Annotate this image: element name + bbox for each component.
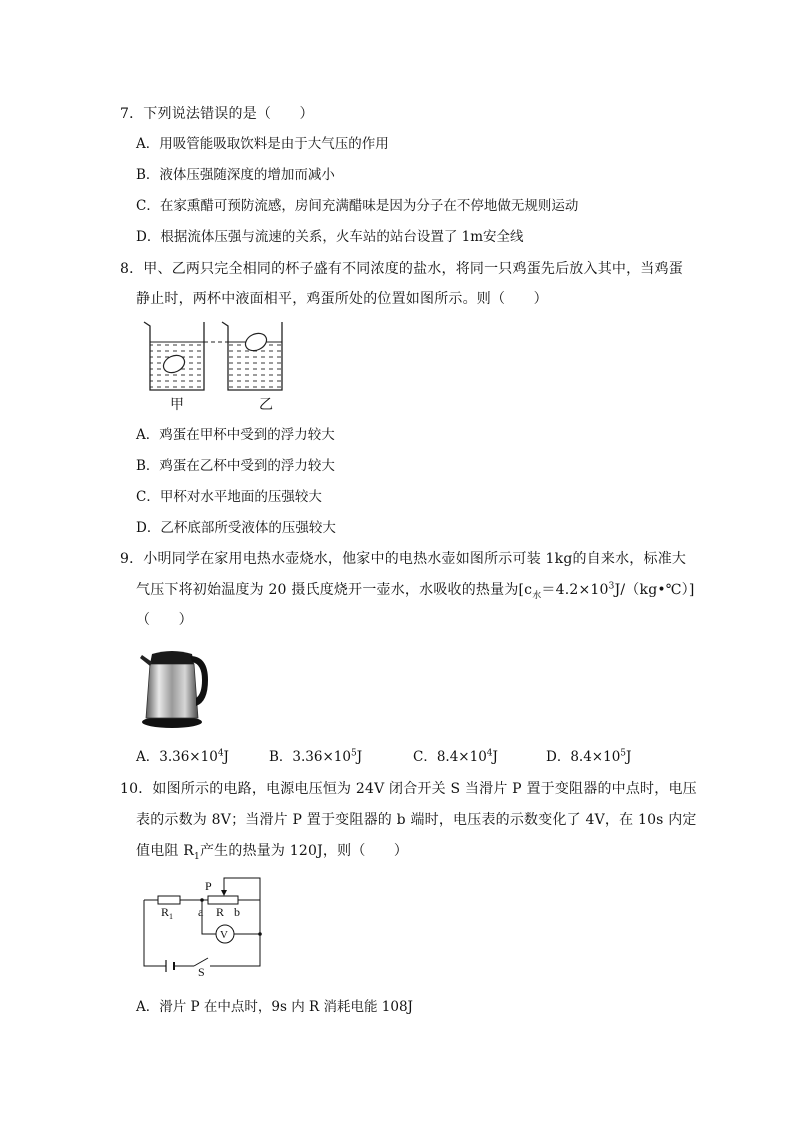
q7-stem: 7．下列说法错误的是（ ） <box>120 106 314 122</box>
kettle-image <box>138 646 210 730</box>
rheostat-r <box>208 896 238 904</box>
beakers-figure <box>140 318 300 416</box>
q7-option-a[interactable]: A．用吸管能吸取饮料是由于大气压的作用 <box>136 136 389 152</box>
label-b: b <box>234 905 240 919</box>
q10-stem-line2: 表的示数为 8V；当滑片 P 置于变阻器的 b 端时，电压表的示数变化了 4V，在 10s 内定 <box>136 812 697 828</box>
q9-stem-line1: 9．小明同学在家用电热水壶烧水，他家中的电热水壶如图所示可装 1kg的自来水，标准大 <box>120 551 687 567</box>
q9-stem-line3: （ ） <box>136 612 193 628</box>
q10-option-a[interactable]: A．滑片 P 在中点时，9s 内 R 消耗电能 108J <box>136 999 413 1015</box>
q8-option-b[interactable]: B．鸡蛋在乙杯中受到的浮力较大 <box>136 458 335 474</box>
q8-stem-line1: 8．甲、乙两只完全相同的杯子盛有不同浓度的盐水，将同一只鸡蛋先后放入其中，当鸡蛋 <box>120 261 683 277</box>
q9-stem-line2: 气压下将初始温度为 20 摄氏度烧开一壶水，水吸收的热量为$[c_水=4.2\times 10^3J/(kg•℃)]$ <box>136 581 695 601</box>
q9-option-b[interactable]: B．$3.36\times 10^5J$ <box>269 748 363 765</box>
q7-option-b[interactable]: B．液体压强随深度的增加而减小 <box>136 167 335 183</box>
q7-option-c[interactable]: C．在家熏醋可预防流感，房间充满醋味是因为分子在不停地做无规则运动 <box>136 198 579 214</box>
label-jia: 甲 <box>170 397 184 413</box>
label-s: S <box>198 965 205 978</box>
label-a: a <box>198 905 204 919</box>
q8-option-c[interactable]: C．甲杯对水平地面的压强较大 <box>136 489 322 505</box>
q8-stem-line2: 静止时，两杯中液面相平，鸡蛋所处的位置如图所示。则（ ） <box>136 291 548 307</box>
label-r: R <box>216 905 225 919</box>
q10-stem-line3: 值电阻 $R_1$产生的热量为 120J，则（ ） <box>136 843 409 862</box>
q9-option-a[interactable]: A．$3.36\times 10^4J$ <box>136 748 229 765</box>
circuit-diagram <box>136 872 266 978</box>
q10-stem-line1: 10．如图所示的电路，电源电压恒为 24V 闭合开关 S 当滑片 P 置于变阻器的中点时，电压 <box>120 781 697 797</box>
q8-option-a[interactable]: A．鸡蛋在甲杯中受到的浮力较大 <box>136 427 335 443</box>
q8-option-d[interactable]: D．乙杯底部所受液体的压强较大 <box>136 520 336 536</box>
q9-option-c[interactable]: C．$8.4\times 10^4J$ <box>413 748 498 765</box>
resistor-r1 <box>158 896 180 904</box>
label-p: P <box>205 879 212 893</box>
label-r1: $R_1$ <box>161 905 174 921</box>
label-v: V <box>220 929 228 941</box>
label-yi: 乙 <box>259 397 273 413</box>
beaker-yi <box>222 322 282 390</box>
q7-option-d[interactable]: D．根据流体压强与流速的关系，火车站的站台设置了 1m安全线 <box>136 229 524 245</box>
beaker-jia <box>144 322 204 390</box>
q9-option-d[interactable]: D．$8.4\times 10^5J$ <box>546 748 632 765</box>
